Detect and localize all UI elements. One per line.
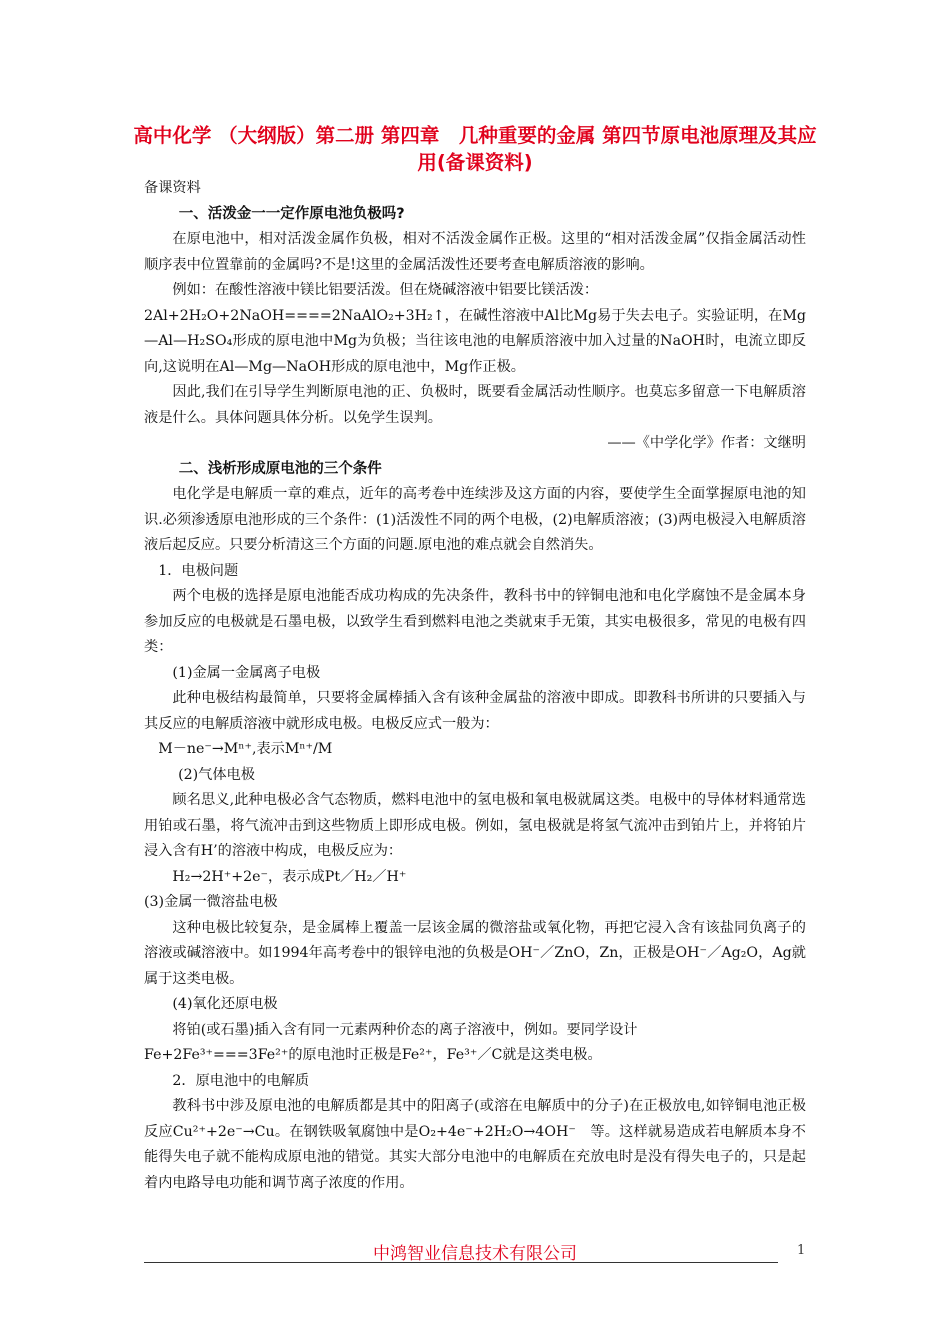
- paragraph: 例如：在酸性溶液中镁比铝要活泼。但在烧碱溶液中铝要比镁活泼：: [172, 282, 599, 298]
- document-body: [144, 176, 806, 1196]
- paragraph: 教科书中涉及原电池的电解质都是其中的阳离子(或溶在电解质中的分子)在正极放电,如锌铜电池正极反应Cu²⁺+2e⁻→Cu。在钢铁吸氧腐蚀中是O₂+4e⁻+2H₂O→4OH⁻ 等。这样就易造成若电解质本身不能得失电子就不能构成原电池的错觉。其实大部分电池中的电解质在充放电时是没有得失电子的，只是起着内电路导电功能和调节离子浓度的作用。: [144, 1098, 806, 1191]
- footer-company: 中鸿智业信息技术有限公司: [373, 1244, 577, 1264]
- document-title: 高中化学 （大纲版）第二册 第四章 几种重要的金属 第四节原电池原理及其应用(备课资料): [133, 124, 817, 174]
- subheading: (3)金属一微溶盐电极: [144, 894, 278, 910]
- paragraph: 因此,我们在引导学生判断原电池的正、负极时，既要看金属活动性顺序。也莫忘多留意一下电解质溶液是什么。具体问题具体分析。以免学生误判。: [144, 384, 806, 426]
- paragraph: 将铂(或石墨)插入含有同一元素两种价态的离子溶液中，例如。要同学设计: [172, 1021, 638, 1038]
- subheading: 1．电极问题: [158, 562, 239, 579]
- paragraph: 电化学是电解质一章的难点，近年的高考卷中连续涉及这方面的内容，要使学生全面掌握原电池的知识.必须渗透原电池形成的三个条件：(1)活泼性不同的两个电极，(2)电解质溶液；(3)两电极浸入电解质溶液后起反应。只要分析清这三个方面的问题.原电池的难点就会自然消失。: [144, 486, 806, 553]
- heading-1: 一、活泼金一一定作原电池负极吗?: [178, 205, 405, 222]
- footer-divider: [144, 1262, 778, 1263]
- paragraph: 这种电极比较复杂，是金属棒上覆盖一层该金属的微溶盐或氧化物，再把它浸入含有该盐同负离子的溶液或碱溶液中。如1994年高考卷中的银锌电池的负极是OH⁻／ZnO，Zn，正极是OH⁻／Ag₂O，Ag就属于这类电极。: [144, 919, 806, 987]
- formula: M－ne⁻→Mⁿ⁺,表示Mⁿ⁺/M: [158, 741, 333, 757]
- citation: ——《中学化学》作者：文继明: [607, 435, 806, 451]
- paragraph: 在原电池中，相对活泼金属作负极，相对不活泼金属作正极。这里的“相对活泼金属”仅指金属活动性顺序表中位置靠前的金属吗?不是!这里的金属活泼性还要考查电解质溶液的影响。: [144, 231, 806, 273]
- paragraph: 此种电极结构最简单，只要将金属棒插入含有该种金属盐的溶液中即成。即教科书所讲的只要插入与其反应的电解质溶液中就形成电极。电极反应式一般为：: [144, 690, 806, 732]
- formula: H₂→2H⁺+2e⁻，表示成Pt／H₂／H⁺: [172, 868, 407, 885]
- page-number: 1: [797, 1243, 806, 1258]
- section-label: 备课资料: [144, 180, 201, 196]
- formula: Fe+2Fe³⁺===3Fe²⁺的原电池时正极是Fe²⁺，Fe³⁺／C就是这类电极。: [144, 1047, 602, 1063]
- subheading: (2)气体电极: [178, 766, 255, 783]
- subheading: (1)金属一金属离子电极: [172, 664, 321, 681]
- subheading: 2．原电池中的电解质: [172, 1072, 310, 1089]
- paragraph: 2Al+2H₂O+2NaOH====2NaAlO₂+3H₂↑，在碱性溶液中Al比Mg易于失去电子。实验证明，在Mg—Al—H₂SO₄形成的原电池中Mg为负极；当往该电池的电解质溶液中加入过量的NaOH时，电流立即反向,这说明在Al—Mg—NaOH形成的原电池中，Mg作正极。: [144, 307, 806, 375]
- paragraph: 两个电极的选择是原电池能否成功构成的先决条件，教科书中的锌铜电池和电化学腐蚀不是金属本身参加反应的电极就是石墨电极，以致学生看到燃料电池之类就束手无策，其实电极很多，常见的电极有四类：: [144, 588, 806, 655]
- heading-2: 二、浅析形成原电池的三个条件: [178, 460, 382, 477]
- subheading: (4)氧化还原电极: [172, 996, 278, 1012]
- paragraph: 顾名思义,此种电极必含气态物质，燃料电池中的氢电极和氧电极就属这类。电极中的导体材料通常选用铂或石墨，将气流冲击到这些物质上即形成电极。例如，氢电极就是将氢气流冲击到铂片上，并将铂片浸入含有H’的溶液中构成，电极反应为：: [144, 792, 806, 859]
